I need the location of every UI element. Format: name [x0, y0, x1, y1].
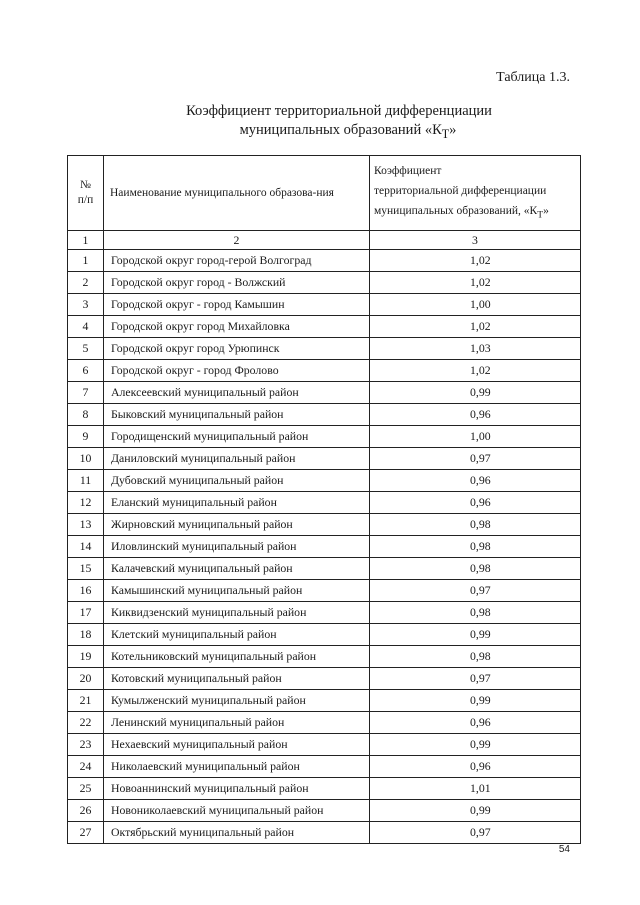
table-row [68, 382, 581, 404]
row-number: 12 [68, 492, 104, 514]
table-row [68, 646, 581, 668]
row-coefficient: 0,96 [370, 470, 581, 492]
row-name: Ленинский муниципальный район [104, 712, 370, 734]
row-coefficient: 1,00 [370, 426, 581, 448]
column-number-row [68, 231, 581, 250]
row-number: 3 [68, 294, 104, 316]
row-name: Клетский муниципальный район [104, 624, 370, 646]
table-row [68, 360, 581, 382]
row-name: Иловлинский муниципальный район [104, 536, 370, 558]
row-number: 9 [68, 426, 104, 448]
page-number: 54 [558, 844, 570, 855]
row-number: 13 [68, 514, 104, 536]
row-number: 15 [68, 558, 104, 580]
row-number: 4 [68, 316, 104, 338]
header-coefficient: Коэффициент территориальной дифференциации муниципальных образований, «$К_Т$» [370, 156, 581, 231]
table-row [68, 294, 581, 316]
row-coefficient: 0,97 [370, 822, 581, 844]
row-coefficient: 1,00 [370, 294, 581, 316]
row-coefficient: 0,96 [370, 756, 581, 778]
row-name: Котовский муниципальный район [104, 668, 370, 690]
row-coefficient: 1,02 [370, 250, 581, 272]
row-coefficient: 0,96 [370, 492, 581, 514]
table-row [68, 404, 581, 426]
row-name: Калачевский муниципальный район [104, 558, 370, 580]
row-name: Новониколаевский муниципальный район [104, 800, 370, 822]
table-row [68, 448, 581, 470]
row-coefficient: 0,99 [370, 734, 581, 756]
table-row [68, 426, 581, 448]
row-number: 6 [68, 360, 104, 382]
row-name: Котельниковский муниципальный район [104, 646, 370, 668]
row-name: Городской округ - город Фролово [104, 360, 370, 382]
table-row [68, 272, 581, 294]
column-number: 3 [370, 231, 581, 250]
table-row [68, 624, 581, 646]
row-name: Быковский муниципальный район [104, 404, 370, 426]
table-row [68, 734, 581, 756]
table-title [0, 102, 640, 144]
row-coefficient: 0,98 [370, 602, 581, 624]
row-name: Городищенский муниципальный район [104, 426, 370, 448]
table-row [68, 690, 581, 712]
table-row [68, 778, 581, 800]
row-coefficient: 0,96 [370, 712, 581, 734]
row-number: 7 [68, 382, 104, 404]
row-name: Нехаевский муниципальный район [104, 734, 370, 756]
row-number: 23 [68, 734, 104, 756]
row-number: 16 [68, 580, 104, 602]
row-name: Алексеевский муниципальный район [104, 382, 370, 404]
table-row [68, 338, 581, 360]
title-line-2: муниципальных образований «$К_Т$» [239, 122, 457, 141]
table-row [68, 668, 581, 690]
row-number: 2 [68, 272, 104, 294]
header-name: Наименование муниципального образова-ния [104, 156, 370, 231]
row-name: Октябрьский муниципальный район [104, 822, 370, 844]
row-name: Киквидзенский муниципальный район [104, 602, 370, 624]
row-number: 18 [68, 624, 104, 646]
row-name: Городской округ город-герой Волгоград [104, 250, 370, 272]
table-row [68, 470, 581, 492]
row-number: 21 [68, 690, 104, 712]
row-coefficient: 0,99 [370, 800, 581, 822]
row-coefficient: 1,02 [370, 316, 581, 338]
column-number: 2 [104, 231, 370, 250]
row-name: Городской округ город Урюпинск [104, 338, 370, 360]
row-number: 8 [68, 404, 104, 426]
table-row [68, 822, 581, 844]
row-coefficient: 0,98 [370, 514, 581, 536]
table-row [68, 580, 581, 602]
row-number: 26 [68, 800, 104, 822]
row-number: 24 [68, 756, 104, 778]
row-number: 17 [68, 602, 104, 624]
row-coefficient: 1,02 [370, 272, 581, 294]
title-line-1: Коэффициент территориальной дифференциации [186, 103, 492, 119]
row-number: 20 [68, 668, 104, 690]
row-coefficient: 0,98 [370, 558, 581, 580]
row-name: Даниловский муниципальный район [104, 448, 370, 470]
row-number: 19 [68, 646, 104, 668]
row-name: Еланский муниципальный район [104, 492, 370, 514]
row-coefficient: 0,98 [370, 646, 581, 668]
table-row [68, 316, 581, 338]
row-name: Николаевский муниципальный район [104, 756, 370, 778]
row-name: Новоаннинский муниципальный район [104, 778, 370, 800]
row-name: Дубовский муниципальный район [104, 470, 370, 492]
table-row [68, 800, 581, 822]
row-coefficient: 0,98 [370, 536, 581, 558]
row-name: Камышинский муниципальный район [104, 580, 370, 602]
row-number: 25 [68, 778, 104, 800]
row-coefficient: 0,97 [370, 668, 581, 690]
row-coefficient: 0,97 [370, 448, 581, 470]
row-number: 11 [68, 470, 104, 492]
row-name: Городской округ - город Камышин [104, 294, 370, 316]
row-coefficient: 0,97 [370, 580, 581, 602]
row-coefficient: 0,96 [370, 404, 581, 426]
row-name: Городской округ город - Волжский [104, 272, 370, 294]
row-number: 1 [68, 250, 104, 272]
header-num: № п/п [68, 156, 104, 231]
row-number: 27 [68, 822, 104, 844]
row-coefficient: 0,99 [370, 624, 581, 646]
row-coefficient: 1,02 [370, 360, 581, 382]
row-coefficient: 1,03 [370, 338, 581, 360]
column-number: 1 [68, 231, 104, 250]
table-row [68, 756, 581, 778]
row-number: 5 [68, 338, 104, 360]
table-row [68, 602, 581, 624]
row-number: 10 [68, 448, 104, 470]
row-name: Кумылженский муниципальный район [104, 690, 370, 712]
table-label: Таблица 1.3. [496, 70, 570, 85]
row-coefficient: 0,99 [370, 690, 581, 712]
row-name: Жирновский муниципальный район [104, 514, 370, 536]
row-name: Городской округ город Михайловка [104, 316, 370, 338]
row-coefficient: 1,01 [370, 778, 581, 800]
table-row [68, 492, 581, 514]
table-header-row [68, 156, 581, 231]
row-number: 14 [68, 536, 104, 558]
table-row [68, 250, 581, 272]
row-coefficient: 0,99 [370, 382, 581, 404]
table-row [68, 536, 581, 558]
row-number: 22 [68, 712, 104, 734]
table-row [68, 712, 581, 734]
coefficient-table [67, 155, 581, 844]
table-row [68, 514, 581, 536]
table-row [68, 558, 581, 580]
